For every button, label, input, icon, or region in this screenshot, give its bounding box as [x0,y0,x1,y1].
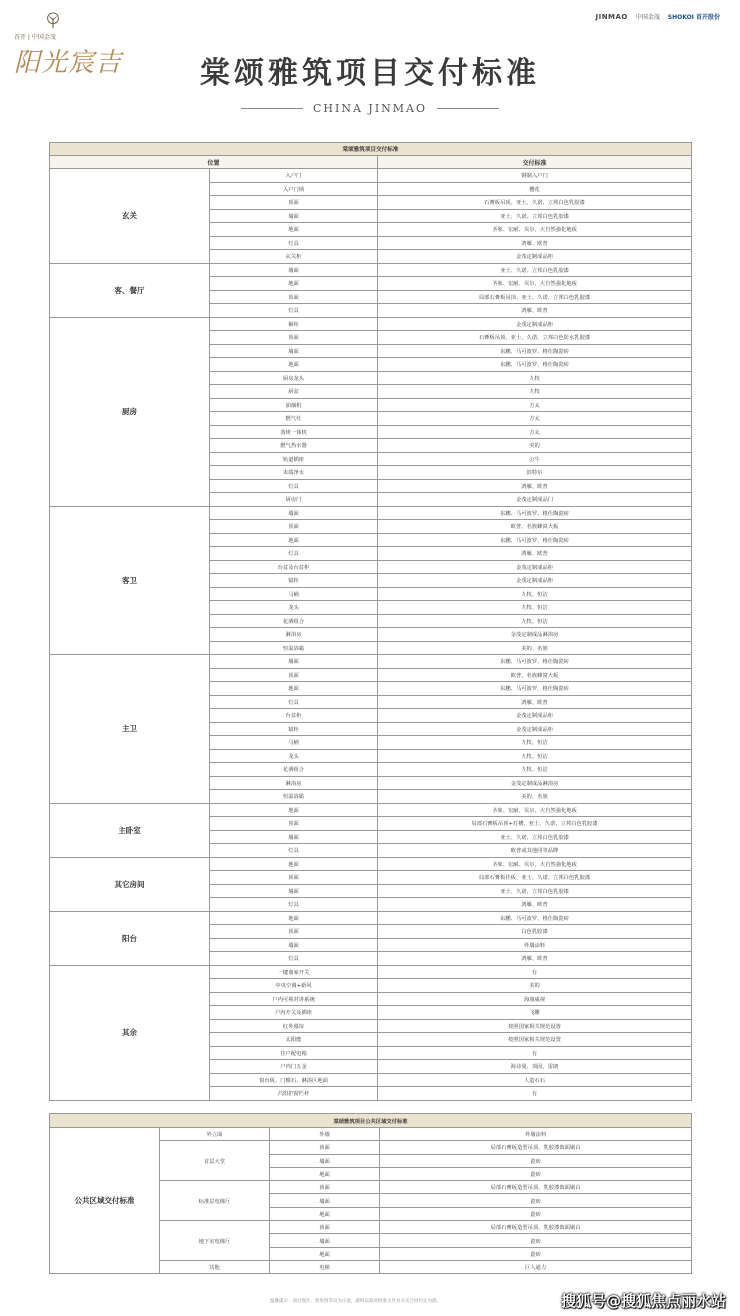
standard-cell: 局部石膏板造型吊顶、乳胶漆饰面刷白 [380,1221,692,1234]
item-cell: 灯具 [210,547,378,561]
item-cell: 户内可视对讲系统 [210,992,378,1006]
standard-cell: 鸿雁、欧普 [378,479,692,493]
item-cell: 顶面 [210,290,378,304]
item-cell: 龙头 [210,749,378,763]
item-cell: 灯具 [210,304,378,318]
room-group: 客、餐厅 [50,263,210,317]
standard-cell: 巨人通力 [380,1260,692,1273]
item-cell: 墙面 [210,263,378,277]
standard-cell: 白色乳胶漆 [378,925,692,939]
item-cell: 墙面 [210,506,378,520]
item-cell: 墙面 [210,938,378,952]
standard-cell: 东鹏、马可波罗、格仕陶瓷砖 [378,682,692,696]
standard-cell: 局部石膏板吊顶+灯槽、亚士、久诺、立邦白色乳胶漆 [378,817,692,831]
page-title: 棠颂雅筑项目交付标准 [200,56,540,91]
item-cell: 淋浴房 [210,776,378,790]
standard-cell: 金茂定制成品柜 [378,709,692,723]
standard-cell: 欧普、名族蜂窝大板 [378,668,692,682]
item-cell: 地面 [270,1247,380,1260]
item-cell: 顶面 [210,331,378,345]
section-cell: 标准层电梯厅 [160,1181,270,1221]
standard-cell: 欧普或其他同等品牌 [378,844,692,858]
standard-cell: 瓷砖 [380,1207,692,1220]
item-cell: 蒸烤一体机 [210,425,378,439]
item-cell: 淋浴房 [210,628,378,642]
standard-cell: 九牧、恒洁 [378,614,692,628]
item-cell: 地面 [210,533,378,547]
item-cell: 马桶 [210,587,378,601]
standard-cell: 金茂定制成品柜 [378,317,692,331]
item-cell: 凸窗护窗栏杆 [210,1087,378,1101]
item-cell: 地面 [210,803,378,817]
item-cell: 地面 [210,358,378,372]
standard-cell: 局部石膏板挂板、亚士、久诺、立邦白色乳胶漆 [378,871,692,885]
delivery-standard-table [49,142,692,1101]
table-row [50,169,692,183]
standard-cell: 亚士、久诺、立邦白色乳胶漆 [378,263,692,277]
table-caption-row [50,143,692,156]
table-row [50,857,692,871]
standard-cell: 圣象、宏耐、贝尔、大自然强化地板 [378,277,692,291]
item-cell: 轨道插座 [210,452,378,466]
shokoi-logo: SHOKOI 首开股份 [667,14,720,21]
standard-cell: 石膏板吊顶、亚士、久诺、立邦白色乳胶漆 [378,196,692,210]
item-cell: 墙面 [210,830,378,844]
item-cell: 镜柜 [210,574,378,588]
item-cell: 镜柜 [210,722,378,736]
standard-cell: 东鹏、马可波罗、格仕陶瓷砖 [378,655,692,669]
standard-cell: 九牧 [378,385,692,399]
room-group: 其余 [50,965,210,1100]
room-group: 其它房间 [50,857,210,911]
standard-cell: 瓷砖 [380,1154,692,1167]
room-group: 主卫 [50,655,210,804]
item-cell: 顶面 [270,1181,380,1194]
jinmao-cn-logo: 中国金茂 [635,14,660,21]
standard-cell: 鸿雁、欧普 [378,236,692,250]
standard-cell: 鸿雁、欧普 [378,304,692,318]
standard-cell: 石膏板吊顶、亚士、久诺、立邦白色防水乳胶漆 [378,331,692,345]
standard-cell: 金茂定制成品淋浴房 [378,776,692,790]
item-cell: 花洒组合 [210,614,378,628]
item-cell: 入户门 [210,169,378,183]
standard-cell: 美的 [378,979,692,993]
jinmao-logo: JINMAO [595,13,628,21]
item-cell: 龙头 [210,601,378,615]
standard-cell: 东鹏、马可波罗、格仕陶瓷砖 [378,344,692,358]
standard-cell: 公牛 [378,452,692,466]
standard-cell: 樱花 [378,182,692,196]
item-cell: 灯具 [210,952,378,966]
item-cell: 灯具 [210,236,378,250]
item-cell: 中央空调+新风 [210,979,378,993]
item-cell: 墙面 [270,1234,380,1247]
standard-cell: 滨特尔 [378,466,692,480]
item-cell: 灯具 [210,479,378,493]
standard-cell: 方太 [378,412,692,426]
standard-cell: 有 [378,1046,692,1060]
room-group: 客卫 [50,506,210,655]
standard-cell: 鸿雁、欧普 [378,547,692,561]
table-row [50,506,692,520]
item-cell: 台盆柜 [210,709,378,723]
standard-cell: 人造石石 [378,1073,692,1087]
standard-cell: 九牧、恒洁 [378,601,692,615]
standard-cell: 圣象、宏耐、贝尔、大自然强化地板 [378,223,692,237]
table-row [50,317,692,331]
watermark: 搜狐号@搜狐焦点丽水站 [560,1292,726,1310]
section-cell: 其他 [160,1260,270,1273]
standard-cell: 九牧 [378,371,692,385]
item-cell: 橱柜 [210,317,378,331]
item-cell: 墙面 [210,344,378,358]
item-cell: 厨房门 [210,493,378,507]
item-cell: 红外幕帘 [210,1019,378,1033]
standard-cell: 钢制入户门 [378,169,692,183]
public-area-standard-table [49,1113,692,1274]
standard-cell: 按照国家相关规范设置 [378,1033,692,1047]
subtitle [0,98,740,117]
standard-cell: 局部石膏板吊顶、亚士、久诺、立邦白色乳胶漆 [378,290,692,304]
standard-cell: 鸿雁、欧普 [378,952,692,966]
item-cell: 灯具 [210,898,378,912]
item-cell: 户内门五金 [210,1060,378,1074]
table-row [50,965,692,979]
standard-cell: 金茂定制成品柜 [378,722,692,736]
standard-cell: 飞雕 [378,1006,692,1020]
item-cell: 顶面 [210,520,378,534]
item-cell: 顶面 [210,196,378,210]
tree-logo-icon [44,12,62,30]
item-cell: 外墙 [270,1128,380,1141]
standard-cell: 东鹏、马可波罗、格仕陶瓷砖 [378,533,692,547]
item-cell: 顶面 [210,817,378,831]
item-cell: 墙面 [210,655,378,669]
section-cell: 首层大堂 [160,1141,270,1181]
standard-cell: 东鹏、马可波罗、格仕陶瓷砖 [378,506,692,520]
item-cell: 玄关柜 [210,250,378,264]
section-cell: 外立面 [160,1128,270,1141]
item-cell: 燃气灶 [210,412,378,426]
standard-cell: 东鹏、马可波罗、格仕陶瓷砖 [378,911,692,925]
item-cell: 窗台板、门槛石、淋浴区地面 [210,1073,378,1087]
item-cell: 灯具 [210,695,378,709]
item-cell: 太阳能 [210,1033,378,1047]
item-cell: 顶面 [210,668,378,682]
item-cell: 灯具 [210,844,378,858]
item-cell: 花洒组合 [210,763,378,777]
item-cell: 顶面 [210,925,378,939]
standard-cell: 圣象、宏耐、贝尔、大自然强化地板 [378,857,692,871]
item-cell: 电梯 [270,1260,380,1273]
table-row [50,263,692,277]
item-cell: 户内开关及插座 [210,1006,378,1020]
standard-cell: 海诗曼、顶固、雷朗 [378,1060,692,1074]
item-cell: 顶面 [270,1141,380,1154]
standard-cell: 美的、名族 [378,641,692,655]
item-cell: 恒温浴霸 [210,641,378,655]
item-cell: 马桶 [210,736,378,750]
item-cell: 燃气热水器 [210,439,378,453]
table-row [50,655,692,669]
standard-cell: 按照国家相关规范设置 [378,1019,692,1033]
standard-cell: 美的 [378,439,692,453]
item-cell: 地面 [270,1207,380,1220]
footnote: 温馨提示：项目图片、效果图等仅为示意，最终以政府批准文件及买卖合同约定为准。 [270,1299,441,1304]
public-area-group: 公共区域交付标准 [50,1128,160,1274]
standard-cell: 局部石膏板造型吊顶、乳胶漆饰面刷白 [380,1181,692,1194]
standard-cell: 海康威视 [378,992,692,1006]
table-row [50,803,692,817]
item-cell: 住户配电箱 [210,1046,378,1060]
standard-cell: 亚士、久诺、立邦白色乳胶漆 [378,209,692,223]
standard-cell: 圣象、宏耐、贝尔、大自然强化地板 [378,803,692,817]
item-cell: 厨房龙头 [210,371,378,385]
item-cell: 地面 [210,911,378,925]
header-location: 位置 [50,156,378,169]
divider [241,108,303,109]
standard-cell: 金茂定制成品柜 [378,560,692,574]
brand-top-right [589,12,720,21]
item-cell: 墙面 [210,884,378,898]
table-caption-row [50,1114,692,1128]
standard-cell: 九牧、恒洁 [378,749,692,763]
item-cell: 墙面 [270,1194,380,1207]
room-group: 主卧室 [50,803,210,857]
standard-cell: 九牧、恒洁 [378,587,692,601]
standard-cell: 东鹏、马可波罗、格仕陶瓷砖 [378,358,692,372]
item-cell: 地面 [210,223,378,237]
standard-cell: 美的、名族 [378,790,692,804]
standard-cell: 有 [378,965,692,979]
table-caption: 棠颂雅筑项目公共区域交付标准 [50,1114,692,1128]
item-cell: 墙面 [270,1154,380,1167]
item-cell: 顶面 [270,1221,380,1234]
standard-cell: 九牧、恒洁 [378,763,692,777]
standard-cell: 瓷砖 [380,1247,692,1260]
item-cell: 油烟机 [210,398,378,412]
standard-cell: 金茂定制成品门 [378,493,692,507]
standard-cell: 欧普、名族蜂窝大板 [378,520,692,534]
item-cell: 墙面 [210,209,378,223]
header-standard: 交付标准 [378,156,692,169]
item-cell: 地面 [270,1167,380,1180]
table-row [50,911,692,925]
room-group: 玄关 [50,169,210,264]
item-cell: 顶面 [210,871,378,885]
item-cell: 入户门锁 [210,182,378,196]
standard-cell: 局部石膏板造型吊顶、乳胶漆饰面刷白 [380,1141,692,1154]
room-group: 厨房 [50,317,210,506]
item-cell: 一键离家开关 [210,965,378,979]
item-cell: 地面 [210,277,378,291]
standard-cell: 亚士、久诺、立邦白色乳胶漆 [378,884,692,898]
table-caption: 棠颂雅筑项目交付标准 [50,143,692,156]
item-cell: 台盆及台盆柜 [210,560,378,574]
table-header-row [50,156,692,169]
divider [437,108,499,109]
standard-cell: 鸿雁、欧普 [378,898,692,912]
standard-cell: 瓷砖 [380,1194,692,1207]
item-cell: 地面 [210,857,378,871]
standard-cell: 瓷砖 [380,1167,692,1180]
developer-text: 首开 | 中国金茂 [14,34,56,41]
standard-cell: 瓷砖 [380,1234,692,1247]
room-group: 阳台 [50,911,210,965]
standard-cell: 方太 [378,425,692,439]
standard-cell: 外墙涂料 [378,938,692,952]
standard-cell: 金茂定制成品淋浴房 [378,628,692,642]
standard-cell: 金茂定制成品柜 [378,250,692,264]
subtitle-text: CHINA JINMAO [312,102,428,115]
section-cell: 地下室电梯厅 [160,1221,270,1261]
standard-cell: 外墙涂料 [380,1128,692,1141]
item-cell: 地面 [210,682,378,696]
standard-cell: 金茂定制成品柜 [378,574,692,588]
project-logo: 阳光宸吉 [14,48,123,78]
standard-cell: 亚士、久诺、立邦白色乳胶漆 [378,830,692,844]
item-cell: 末端净水 [210,466,378,480]
standard-cell: 有 [378,1087,692,1101]
standard-cell: 鸿雁、欧普 [378,695,692,709]
standard-cell: 方太 [378,398,692,412]
standard-cell: 九牧、恒洁 [378,736,692,750]
item-cell: 恒温浴霸 [210,790,378,804]
table-row [50,1128,692,1141]
item-cell: 厨盆 [210,385,378,399]
